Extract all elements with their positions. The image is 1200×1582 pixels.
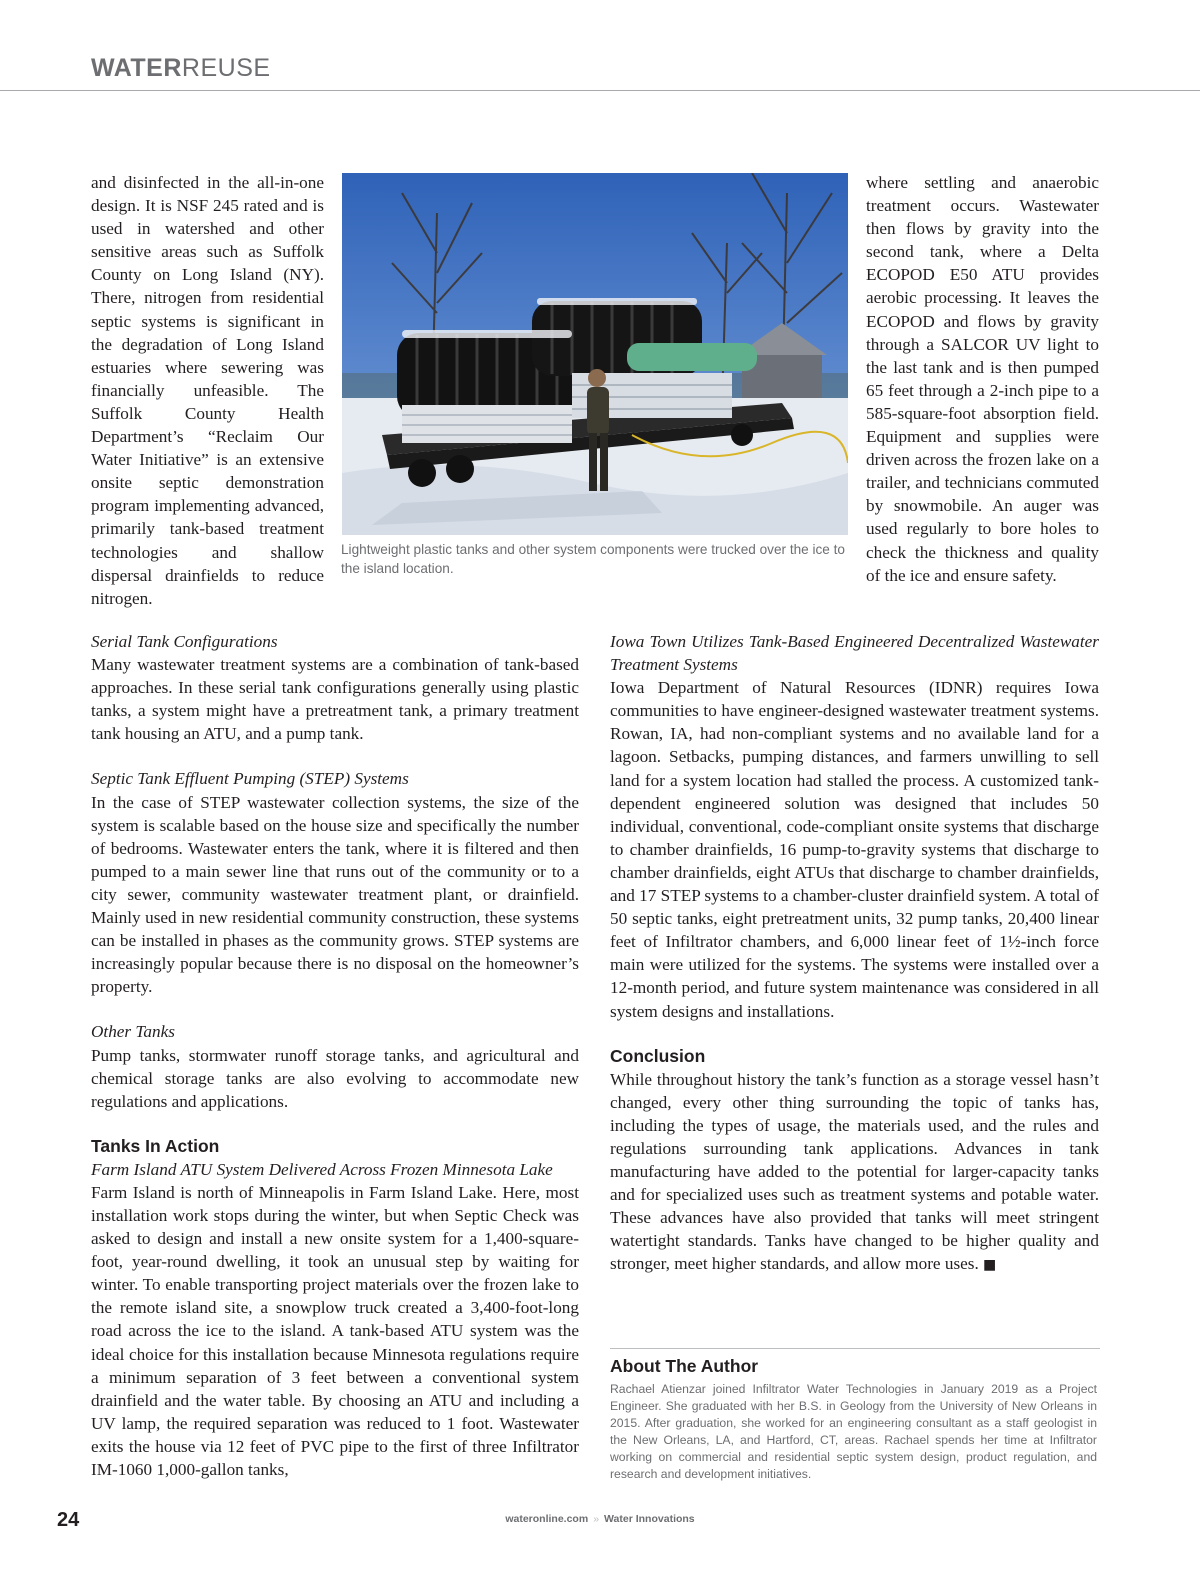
left-top-paragraph: and disinfected in the all-in-one design. It is NSF 245 rated and is used in watershed and other sensitive areas such as Suffolk County on Long Island (NY). There, nitrogen from residential septic systems is significant in the degradation of Long Island estuaries where sewering was financially unfeasible. The Suffolk County Health Department’s “Reclaim Our Water Initiative” is an extensive onsite septic demonstration program implementing advanced, primarily tank-based treatment technologies and shallow dispersal drainfields to reduce nitrogen. xyxy=(91,173,324,608)
tanks-in-action-heading: Tanks In Action xyxy=(91,1135,220,1156)
conclusion-text: While throughout history the tank’s function as a storage vessel hasn’t changed, every other thing surrounding the topic of tanks has, including the types of usage, the materials used, and the rules and regulations surrounding tank applications. Advances in tank manufacturing have added to the potential for larger-capacity tanks and for specialized uses such as treatment systems and potable water. These advances have also provided that tanks will meet stringent watertight standards. Tanks have changed to be higher quality and stronger, meet higher standards, and allow more uses. xyxy=(610,1069,1099,1274)
left-main-column xyxy=(91,630,579,1481)
right-main-column xyxy=(610,630,1099,1277)
section-header-light: REUSE xyxy=(181,54,271,82)
serial-tank-paragraph: Many wastewater treatment systems are a combination of tank-based approaches. In these serial tank configurations generally using plastic tanks, a system might have a pretreatment tank, a primary treatment tank housing an ATU, and a pump tank. xyxy=(91,655,579,744)
step-systems-paragraph: In the case of STEP wastewater collection systems, the size of the system is scalable based on the house size and specifically the number of bedrooms. Wastewater enters the tank, where it is filtered and then pumped to a main sewer line that runs out of the community or to a city sewer, community wastewater treatment plant, or drainfield. Mainly used in new residential community construction, these systems can be installed in phases as the community grows. STEP systems are increasingly popular because there is no disposal on the homeowner’s property. xyxy=(91,792,579,997)
page-footer xyxy=(0,1513,1200,1525)
footer-publication: Water Innovations xyxy=(604,1513,695,1525)
left-top-column xyxy=(91,171,324,610)
about-author-heading: About The Author xyxy=(610,1356,759,1376)
author-bio: Rachael Atienzar joined Infiltrator Water Technologies in January 2019 as a Project Engineer. She graduated with her B.S. in Geology from the University of New Orleans in 2015. After graduation, she worked for an engineering consultant as a staff geologist in the New Orleans, LA, and Hartford, CT, areas. Rachael spends her time at Infiltrator working on commercial and residential septic system design, product regulation, and research and development initiatives. xyxy=(610,1382,1097,1481)
conclusion-heading: Conclusion xyxy=(610,1045,706,1066)
footer-site: wateronline.com xyxy=(505,1513,589,1525)
iowa-paragraph: Iowa Department of Natural Resources (IDNR) requires Iowa communities to have engineer-designed wastewater treatment systems. Rowan, IA, had non-compliant systems and no available land for a lagoon. Setbacks, pumping distances, and farmers unwilling to sell land for a system location had stalled the process. A customized tank-dependent engineered solution was designed that includes 50 individual, conventional, code-compliant onsite systems that discharge to chamber drainfields, 16 pump-to-gravity systems that discharge to chamber drainfields, eight ATUs that discharge to chamber drainfields, and 17 STEP systems to a chamber-cluster drainfield system. A total of 50 septic tanks, eight pretreatment units, 32 pump tanks, 20,400 linear feet of Infiltrator chambers, and 6,000 linear feet of 1½-inch force main were utilized for the systems. The systems were installed over a 12-month period, and future system maintenance was considered in all system designs and installations. xyxy=(610,678,1099,1021)
other-tanks-paragraph: Pump tanks, stormwater runoff storage tanks, and agricultural and chemical storage tanks are also evolving to accommodate new regulations and applications. xyxy=(91,1045,579,1111)
farm-island-paragraph: Farm Island is north of Minneapolis in Farm Island Lake. Here, most installation work stops during the winter, but when Septic Check was asked to design and install a new onsite system for a 1,400-square-foot, year-round dwelling, it took an unusual step by waiting for winter. To enable transporting project materials over the frozen lake to the remote island site, a snowplow truck created a 3,400-foot-long road across the ice to the island. A tank-based ATU system was the ideal choice for this installation because Minnesota regulations require a minimum separation of 3 feet between a conventional system drainfield and the water table. By choosing an ATU and including a UV lamp, the required separation was reduced to 1 foot. Wastewater exits the house via 12 feet of PVC pipe to the first of three Infiltrator IM-1060 1,000-gallon tanks, xyxy=(91,1182,579,1479)
iowa-heading: Iowa Town Utilizes Tank-Based Engineered Decentralized Wastewater Treatment Systems xyxy=(610,632,1099,675)
article-photo xyxy=(342,173,848,535)
page-number: 24 xyxy=(57,1509,80,1531)
header-divider xyxy=(0,90,1200,91)
trailer-on-ice-illustration xyxy=(342,173,848,535)
photo-caption: Lightweight plastic tanks and other system components were trucked over the ice to the island location. xyxy=(341,542,845,576)
serial-tank-heading: Serial Tank Configurations xyxy=(91,632,278,651)
step-systems-heading: Septic Tank Effluent Pumping (STEP) Systems xyxy=(91,769,409,789)
author-divider xyxy=(610,1348,1100,1349)
farm-island-heading: Farm Island ATU System Delivered Across Frozen Minnesota Lake xyxy=(91,1159,553,1179)
footer-separator-icon: » xyxy=(593,1513,600,1525)
conclusion-paragraph xyxy=(610,1068,1099,1278)
right-top-column xyxy=(866,171,1099,587)
right-top-paragraph: where settling and anaerobic treatment occurs. Wastewater then flows by gravity into the second tank, where a Delta ECOPOD E50 ATU provides aerobic processing. It leaves the ECOPOD and flows by gravity through a SALCOR UV light to the last tank and is then pumped 65 feet through a 2-inch pipe to a 585-square-foot absorption field. Equipment and supplies were driven across the frozen lake on a trailer, and technicians commuted by snowmobile. An auger was used regularly to bore holes to check the thickness and quality of the ice and ensure safety. xyxy=(866,173,1099,585)
section-header-bold: WATER xyxy=(91,54,182,82)
section-header xyxy=(91,54,271,83)
end-mark-icon: ■ xyxy=(983,1257,997,1274)
other-tanks-heading: Other Tanks xyxy=(91,1022,175,1042)
